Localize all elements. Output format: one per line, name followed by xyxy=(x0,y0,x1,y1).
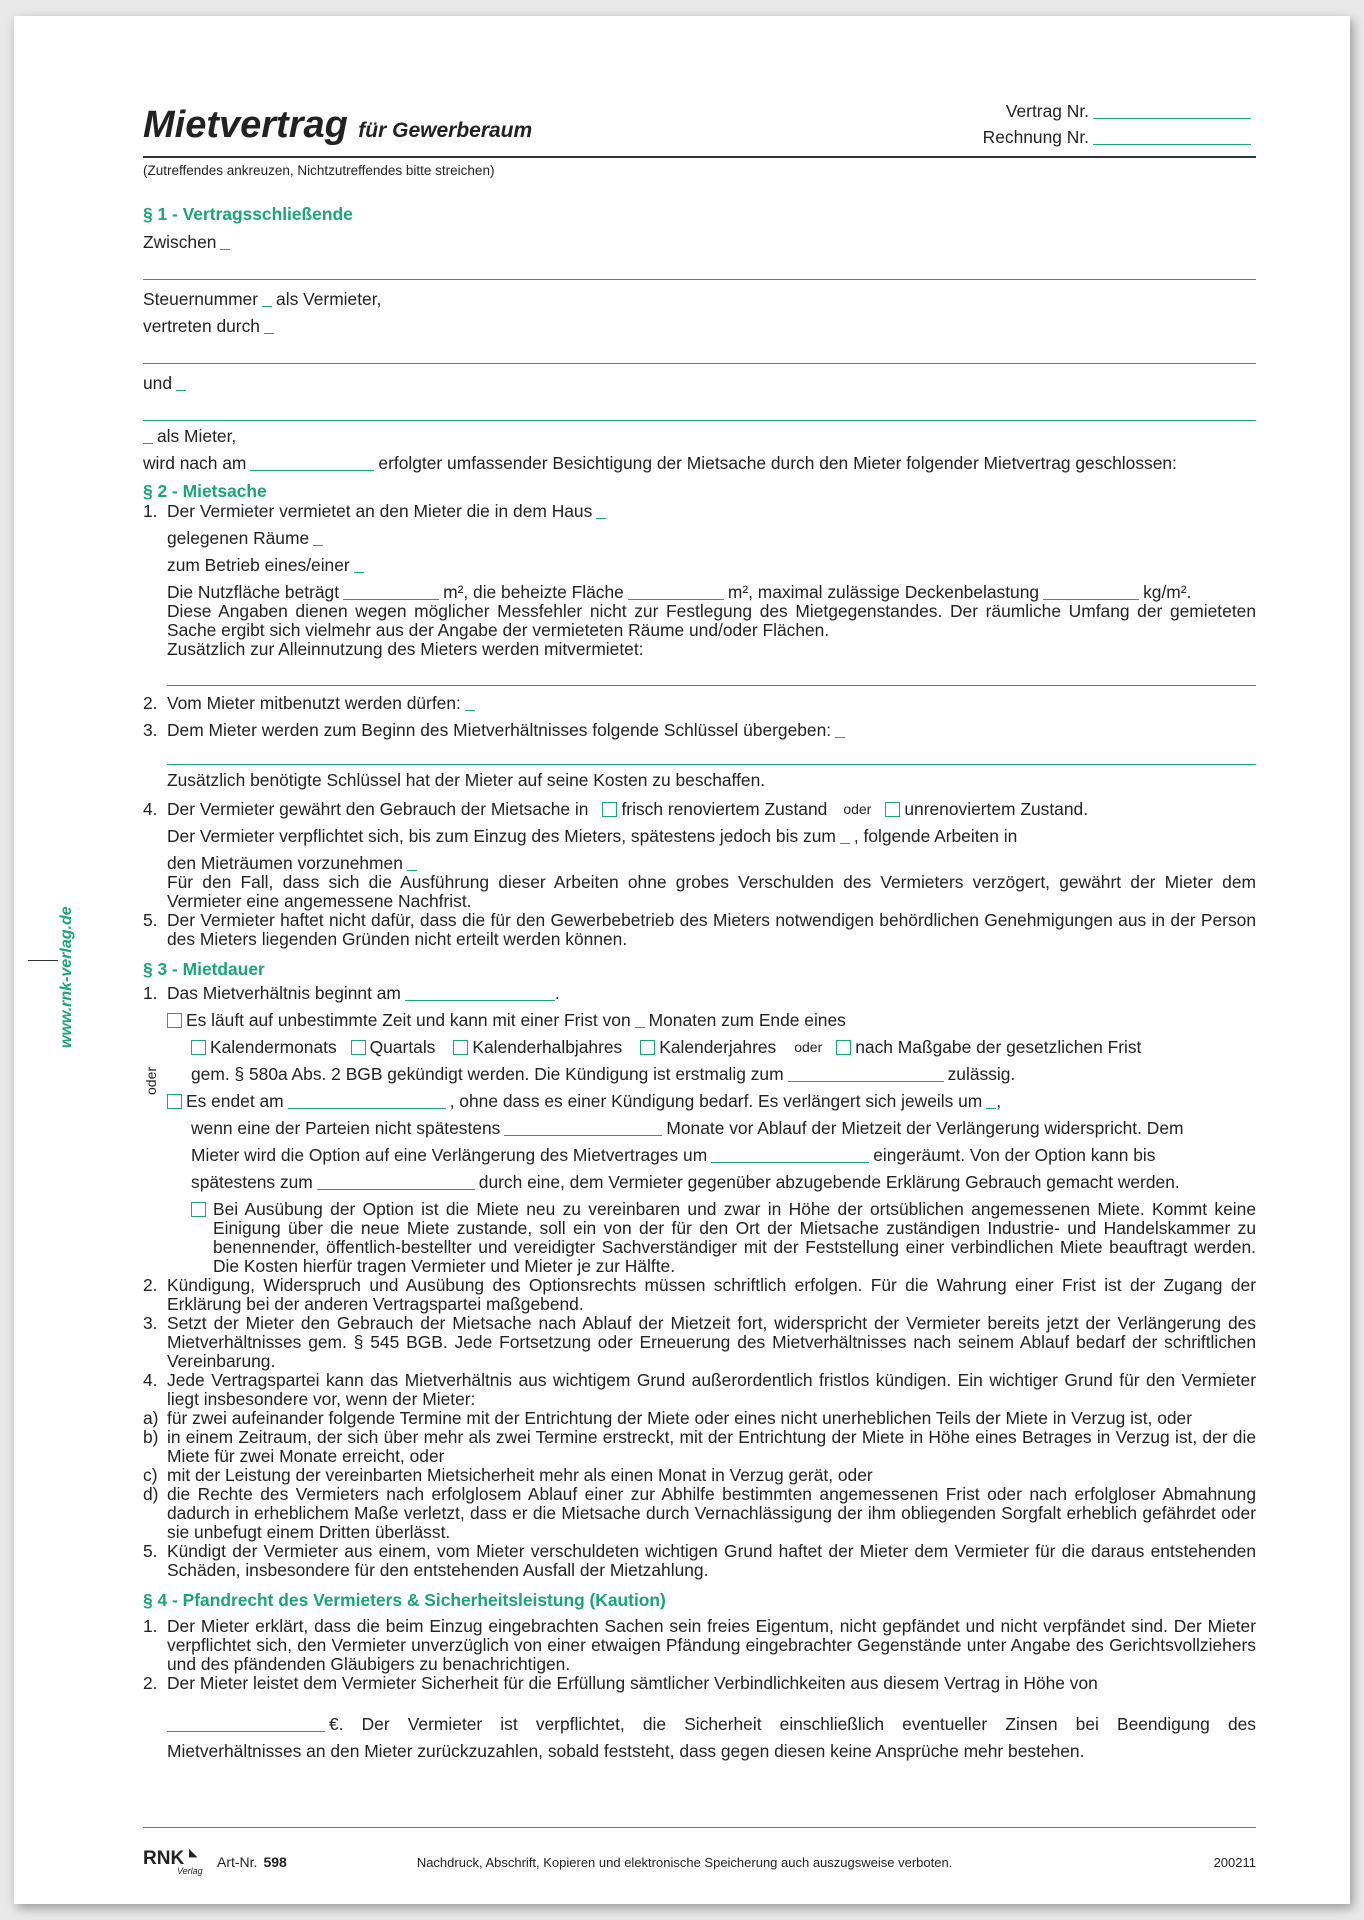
wird-nach-am-label: wird nach am xyxy=(143,453,247,473)
steuernummer-label: Steuernummer xyxy=(143,289,259,309)
rueckzahlung-text: Mietverhältnisses an den Mieter zurückzuzahlen, sobald feststeht, dass gegen diesen keine Ansprüche mehr bestehen. xyxy=(167,1741,1085,1761)
sicherheit-text: Der Mieter leistet dem Vermieter Sicherheit für die Erfüllung sämtlicher Verbindlichkeiten aus diesem Vertrag in Höhe von xyxy=(167,1673,1098,1693)
beginn-dot: . xyxy=(554,983,560,1003)
angaben-text: Diese Angaben dienen wegen möglicher Messfehler nicht zur Festlegung des Mietgegenstandes. Der räumliche Umfang der gemieteten Sache ergibt sich vielmehr aus der Angabe der vermieteten Räume und/oder Flächen. xyxy=(167,601,1256,640)
betrieb-label: zum Betrieb eines/einer xyxy=(167,555,350,575)
schluessel-field[interactable] xyxy=(835,723,845,738)
checkbox-kalenderhalbjahr[interactable] xyxy=(453,1040,468,1055)
page-subtitle: für Gewerberaum xyxy=(358,119,533,142)
deckenbelastung-field[interactable] xyxy=(1043,585,1139,600)
copyright-notice: Nachdruck, Abschrift, Kopieren und elektronische Speicherung auch auszugsweise verboten. xyxy=(416,1855,953,1870)
verlaengerung-field[interactable] xyxy=(986,1094,996,1109)
mieter-extra-field[interactable] xyxy=(143,429,153,444)
schriftform-text: Kündigung, Widerspruch und Ausübung des Optionsrechts müssen schriftlich erfolgen. Für die Wahrung einer Frist ist der Zugang der Erklärung bei der anderen Vertragspartei maßgebend. xyxy=(167,1275,1256,1314)
item-number: 4. xyxy=(143,799,158,819)
vertrag-nr-field[interactable] xyxy=(1093,104,1251,119)
option-date-field[interactable] xyxy=(317,1175,475,1190)
raeume-label: gelegenen Räume xyxy=(167,528,310,548)
quartal-label: Quartals xyxy=(369,1037,436,1057)
arbeiten-date-field[interactable] xyxy=(840,829,850,844)
logo-triangle-icon: ◣ xyxy=(189,1847,198,1859)
rnk-logo xyxy=(143,1847,205,1876)
oder-vertical-label: oder xyxy=(143,1066,159,1095)
gesetzliche-frist-label: nach Maßgabe der gesetzlichen Frist xyxy=(855,1037,1142,1057)
item-number: 5. xyxy=(143,910,158,930)
besichtigung-text: erfolgter umfassender Besichtigung der Mietsache durch den Mieter folgender Mietvertrag geschlossen: xyxy=(378,453,1177,473)
publisher-url: www.rnk-verlag.de xyxy=(58,906,75,1048)
schluessel-extra-field[interactable] xyxy=(167,740,1256,765)
vermieter-name-field[interactable] xyxy=(220,235,230,250)
nachfrist-text: Für den Fall, dass sich die Ausführung dieser Arbeiten ohne grobes Verschulden des Vermieters verzögert, gewährt der Mieter dem Vermieter eine angemessene Nachfrist. xyxy=(167,872,1256,911)
ausuebung-text: Bei Ausübung der Option ist die Miete neu zu vereinbaren und zwar in Höhe der ortsüblichen angemessenen Miete. Kommt keine Einigung über die neue Miete zustande, soll ein von der für den Ort der Mietsache zuständigen Industrie- und Handelskammer zu benennender, öffentlich-bestellter und vereidigter Sachverständiger mit der Feststellung einer verbindlichen Miete beauftragt werden. Die Kosten hierfür tragen Vermieter und Mieter je zur Hälfte. xyxy=(213,1199,1256,1276)
section-1-heading: § 1 - Vertragsschließende xyxy=(143,204,353,224)
checkbox-kalendermonat[interactable] xyxy=(191,1040,206,1055)
checkbox-unrenoviert[interactable] xyxy=(885,802,900,817)
steuernummer-field[interactable] xyxy=(262,292,272,307)
checkbox-frisch-renoviert[interactable] xyxy=(602,802,617,817)
section-3-heading: § 3 - Mietdauer xyxy=(143,959,265,979)
nutzflaeche-field[interactable] xyxy=(343,585,439,600)
mitbenutzt-label: Vom Mieter mitbenutzt werden dürfen: xyxy=(167,693,461,713)
eingeraeumt-label: eingeräumt. Von der Option kann bis xyxy=(873,1145,1156,1165)
option-label: Mieter wird die Option auf eine Verlängerung des Mietvertrages um xyxy=(191,1145,708,1165)
header-rule xyxy=(143,156,1256,158)
grund-b-text: in einem Zeitraum, der sich über mehr als zwei Termine erstreckt, mit der Entrichtung der Miete in Höhe eines Betrages in Verzug ist, der die Miete für zwei Monate erreicht, oder xyxy=(167,1427,1256,1466)
item-number: 4. xyxy=(143,1370,158,1390)
fold-mark xyxy=(28,960,58,961)
mieträume-label: den Mieträumen vorzunehmen xyxy=(167,853,403,873)
widerspruch-label: Monate vor Ablauf der Mietzeit der Verlängerung widerspricht. Dem xyxy=(666,1118,1184,1138)
beheizt-field[interactable] xyxy=(628,585,724,600)
checkbox-endet-am[interactable] xyxy=(167,1094,182,1109)
vertreten-durch-field[interactable] xyxy=(264,319,274,334)
item-number: 3. xyxy=(143,1313,158,1333)
frisch-renoviert-label: frisch renoviertem Zustand xyxy=(621,799,828,819)
eigentum-text: Der Mieter erklärt, dass die beim Einzug eingebrachten Sachen sein freies Eigentum, nicht gepfändet und nicht verpfändet sind. Der Mieter verpflichtet sich, den Vermieter unverzüglich von einer etwaigen Pfändung eingebrachter Gegenstände unter Angabe des Gerichtsvollziehers und des pfändenden Gläubigers zu benachrichtigen. xyxy=(167,1616,1256,1674)
spaetestens-label: wenn eine der Parteien nicht spätestens xyxy=(191,1118,501,1138)
sub-letter: d) xyxy=(143,1484,159,1504)
beheizt-label: m², die beheizte Fläche xyxy=(443,582,624,602)
mieter-name-field[interactable] xyxy=(176,376,186,391)
form-code: 200211 xyxy=(1213,1855,1256,1870)
vertrag-nr-label: Vertrag Nr. xyxy=(1005,101,1089,121)
schluessel-label: Dem Mieter werden zum Beginn des Mietverhältnisses folgende Schlüssel übergeben: xyxy=(167,720,832,740)
item-number: 1. xyxy=(143,501,158,521)
contract-body xyxy=(143,204,1256,1761)
und-label: und xyxy=(143,373,173,393)
kaution-amount-field[interactable] xyxy=(167,1717,325,1732)
widerspruch-monate-field[interactable] xyxy=(504,1121,662,1136)
mieter-address-field[interactable] xyxy=(143,393,1256,421)
comma: , xyxy=(996,1091,1002,1111)
item-number: 2. xyxy=(143,693,158,713)
betrieb-field[interactable] xyxy=(354,558,364,573)
item-number: 1. xyxy=(143,1616,158,1636)
checkbox-gesetzliche-frist[interactable] xyxy=(836,1040,851,1055)
raeume-field[interactable] xyxy=(313,531,323,546)
unbestimmt-label: Es läuft auf unbestimmte Zeit und kann mit einer Frist von xyxy=(186,1010,631,1030)
item-number: 2. xyxy=(143,1275,158,1295)
genehmigungen-text: Der Vermieter haftet nicht dafür, dass die für den Gewerbebetrieb des Mieters notwendigen behördlichen Genehmigungen aus in der Person des Mieters liegenden Gründen nicht erteilt werden können. xyxy=(167,910,1256,949)
monaten-label: Monaten zum Ende eines xyxy=(648,1010,846,1030)
endet-label: Es endet am xyxy=(186,1091,284,1111)
art-nr-label: Art-Nr. xyxy=(217,1854,258,1870)
section-2-heading: § 2 - Mietsache xyxy=(143,481,267,501)
option-dauer-field[interactable] xyxy=(711,1148,869,1163)
kalenderjahr-label: Kalenderjahres xyxy=(659,1037,777,1057)
oder-label: oder xyxy=(843,801,872,817)
checkbox-quartal[interactable] xyxy=(351,1040,366,1055)
gebrauch-label: Der Vermieter gewährt den Gebrauch der Mietsache in xyxy=(167,799,589,819)
endet-date-field[interactable] xyxy=(288,1094,446,1109)
page-title: Mietvertrag xyxy=(143,104,348,146)
section-4-heading: § 4 - Pfandrecht des Vermieters & Sicherheitsleistung (Kaution) xyxy=(143,1590,666,1610)
rnk-logo-sub: Verlag xyxy=(177,1866,203,1876)
footer-rule xyxy=(143,1827,1256,1828)
fortsetzung-text: Setzt der Mieter den Gebrauch der Mietsache nach Ablauf der Mietzeit fort, widerspricht der Vermieter bereits jetzt der Verlängerung des Mietverhältnisses gem. § 545 BGB. Jede Fortsetzung oder Erneuerung des Mietverhältnisses nach seinem Ablauf bedarf der schriftlichen Vereinbarung. xyxy=(167,1313,1256,1371)
schadenersatz-text: Kündigt der Vermieter aus einem, vom Mieter verschuldeten wichtigen Grund haftet der Mieter dem Vermieter für die daraus entstehenden Schäden, insbesondere für den entstehenden Ausfall der Mietzahlung. xyxy=(167,1541,1256,1580)
haus-label: Der Vermieter vermietet an den Mieter die in dem Haus xyxy=(167,501,593,521)
item-number: 3. xyxy=(143,720,158,740)
arbeiten-label: , folgende Arbeiten in xyxy=(853,826,1018,846)
vertreten-durch-label: vertreten durch xyxy=(143,316,260,336)
rechnung-nr-label: Rechnung Nr. xyxy=(982,127,1089,147)
nutzflaeche-label: Die Nutzfläche beträgt xyxy=(167,582,340,602)
zusaetzlich-text: Zusätzlich zur Alleinnutzung des Mieters werden mitvermietet: xyxy=(167,639,644,659)
verpflichtet-label: Der Vermieter verpflichtet sich, bis zum Einzug des Mieters, spätestens jedoch bis zum xyxy=(167,826,836,846)
art-nr-value: 598 xyxy=(263,1854,287,1870)
arbeiten-field[interactable] xyxy=(407,856,417,871)
als-mieter-label: als Mieter, xyxy=(157,426,237,446)
beginn-label: Das Mietverhältnis beginnt am xyxy=(167,983,401,1003)
checkbox-unbestimmte-zeit[interactable] xyxy=(167,1013,182,1028)
verlaengert-label: , ohne dass es einer Kündigung bedarf. Es verlängert sich jeweils um xyxy=(449,1091,983,1111)
deckenbelastung-label: m², maximal zulässige Deckenbelastung xyxy=(727,582,1040,602)
beginn-date-field[interactable] xyxy=(405,986,555,1001)
kgm2-label: kg/m². xyxy=(1143,582,1192,602)
item-number: 1. xyxy=(143,983,158,1003)
item-number: 2. xyxy=(143,1673,158,1693)
instruction-note: (Zutreffendes ankreuzen, Nichtzutreffendes bitte streichen) xyxy=(143,163,495,178)
erklaerung-label: durch eine, dem Vermieter gegenüber abzugebende Erklärung Gebrauch gemacht werden. xyxy=(478,1172,1180,1192)
checkbox-kalenderjahr[interactable] xyxy=(640,1040,655,1055)
rnk-logo-text: RNK xyxy=(143,1848,185,1869)
grund-c-text: mit der Leistung der vereinbarten Mietsicherheit mehr als einen Monat in Verzug gerät, oder xyxy=(167,1465,873,1485)
schluessel-kosten-text: Zusätzlich benötigte Schlüssel hat der Mieter auf seine Kosten zu beschaffen. xyxy=(167,770,766,790)
title-block xyxy=(143,104,532,147)
haus-field[interactable] xyxy=(596,504,606,519)
mitbenutzt-field[interactable] xyxy=(465,696,475,711)
kalenderhalbjahr-label: Kalenderhalbjahres xyxy=(472,1037,623,1057)
fristlos-text: Jede Vertragspartei kann das Mietverhältnis aus wichtigem Grund außerordentlich fristlos kündigen. Ein wichtiger Grund für den Vermieter liegt insbesondere vor, wenn der Mieter: xyxy=(167,1370,1256,1409)
checkbox-optionsmiete[interactable] xyxy=(191,1202,206,1217)
contract-numbers xyxy=(975,102,1255,147)
sub-letter: b) xyxy=(143,1427,159,1447)
zwischen-label: Zwischen xyxy=(143,232,217,252)
sub-letter: a) xyxy=(143,1408,159,1428)
grund-a-text: für zwei aufeinander folgende Termine mit der Entrichtung der Miete oder eines nicht unerheblichen Teils der Miete in Verzug ist, oder xyxy=(167,1408,1193,1428)
als-vermieter-label: als Vermieter, xyxy=(276,289,382,309)
besichtigung-date-field[interactable] xyxy=(250,456,374,471)
item-number: 5. xyxy=(143,1541,158,1561)
erstmalig-date-field[interactable] xyxy=(788,1067,944,1082)
mitvermietet-field[interactable] xyxy=(167,659,1256,686)
kuendigung-erstmalig-label: gem. § 580a Abs. 2 BGB gekündigt werden. Die Kündigung ist erstmalig zum xyxy=(191,1064,784,1084)
kalendermonat-label: Kalendermonats xyxy=(210,1037,337,1057)
zulaessig-label: zulässig. xyxy=(947,1064,1016,1084)
vertreten-extra-field[interactable] xyxy=(143,336,1256,364)
footer xyxy=(143,1847,1256,1876)
sub-letter: c) xyxy=(143,1465,158,1485)
frist-field[interactable] xyxy=(635,1013,645,1028)
rechnung-nr-field[interactable] xyxy=(1093,130,1251,145)
grund-d-text: die Rechte des Vermieters nach erfolglosem Ablauf einer zur Abhilfe bestimmten angemessenen Frist oder nach erfolgloser Abmahnung dadurch in erheblichem Maße verletzt, dass er die Mietsache durch Vernachlässigung der ihm obliegenden Sorgfalt erheblich gefährdet oder sie unbefugt einem Dritten überlässt. xyxy=(167,1484,1256,1542)
unrenoviert-label: unrenoviertem Zustand. xyxy=(904,799,1089,819)
spaetestens-zum-label: spätestens zum xyxy=(191,1172,313,1192)
vermieter-address-field[interactable] xyxy=(143,252,1256,280)
oder-label: oder xyxy=(794,1039,823,1055)
kaution-rueckzahlung-text: €. Der Vermieter ist verpflichtet, die Sicherheit einschließlich eventueller Zinsen bei Beendigung des xyxy=(329,1714,1256,1734)
